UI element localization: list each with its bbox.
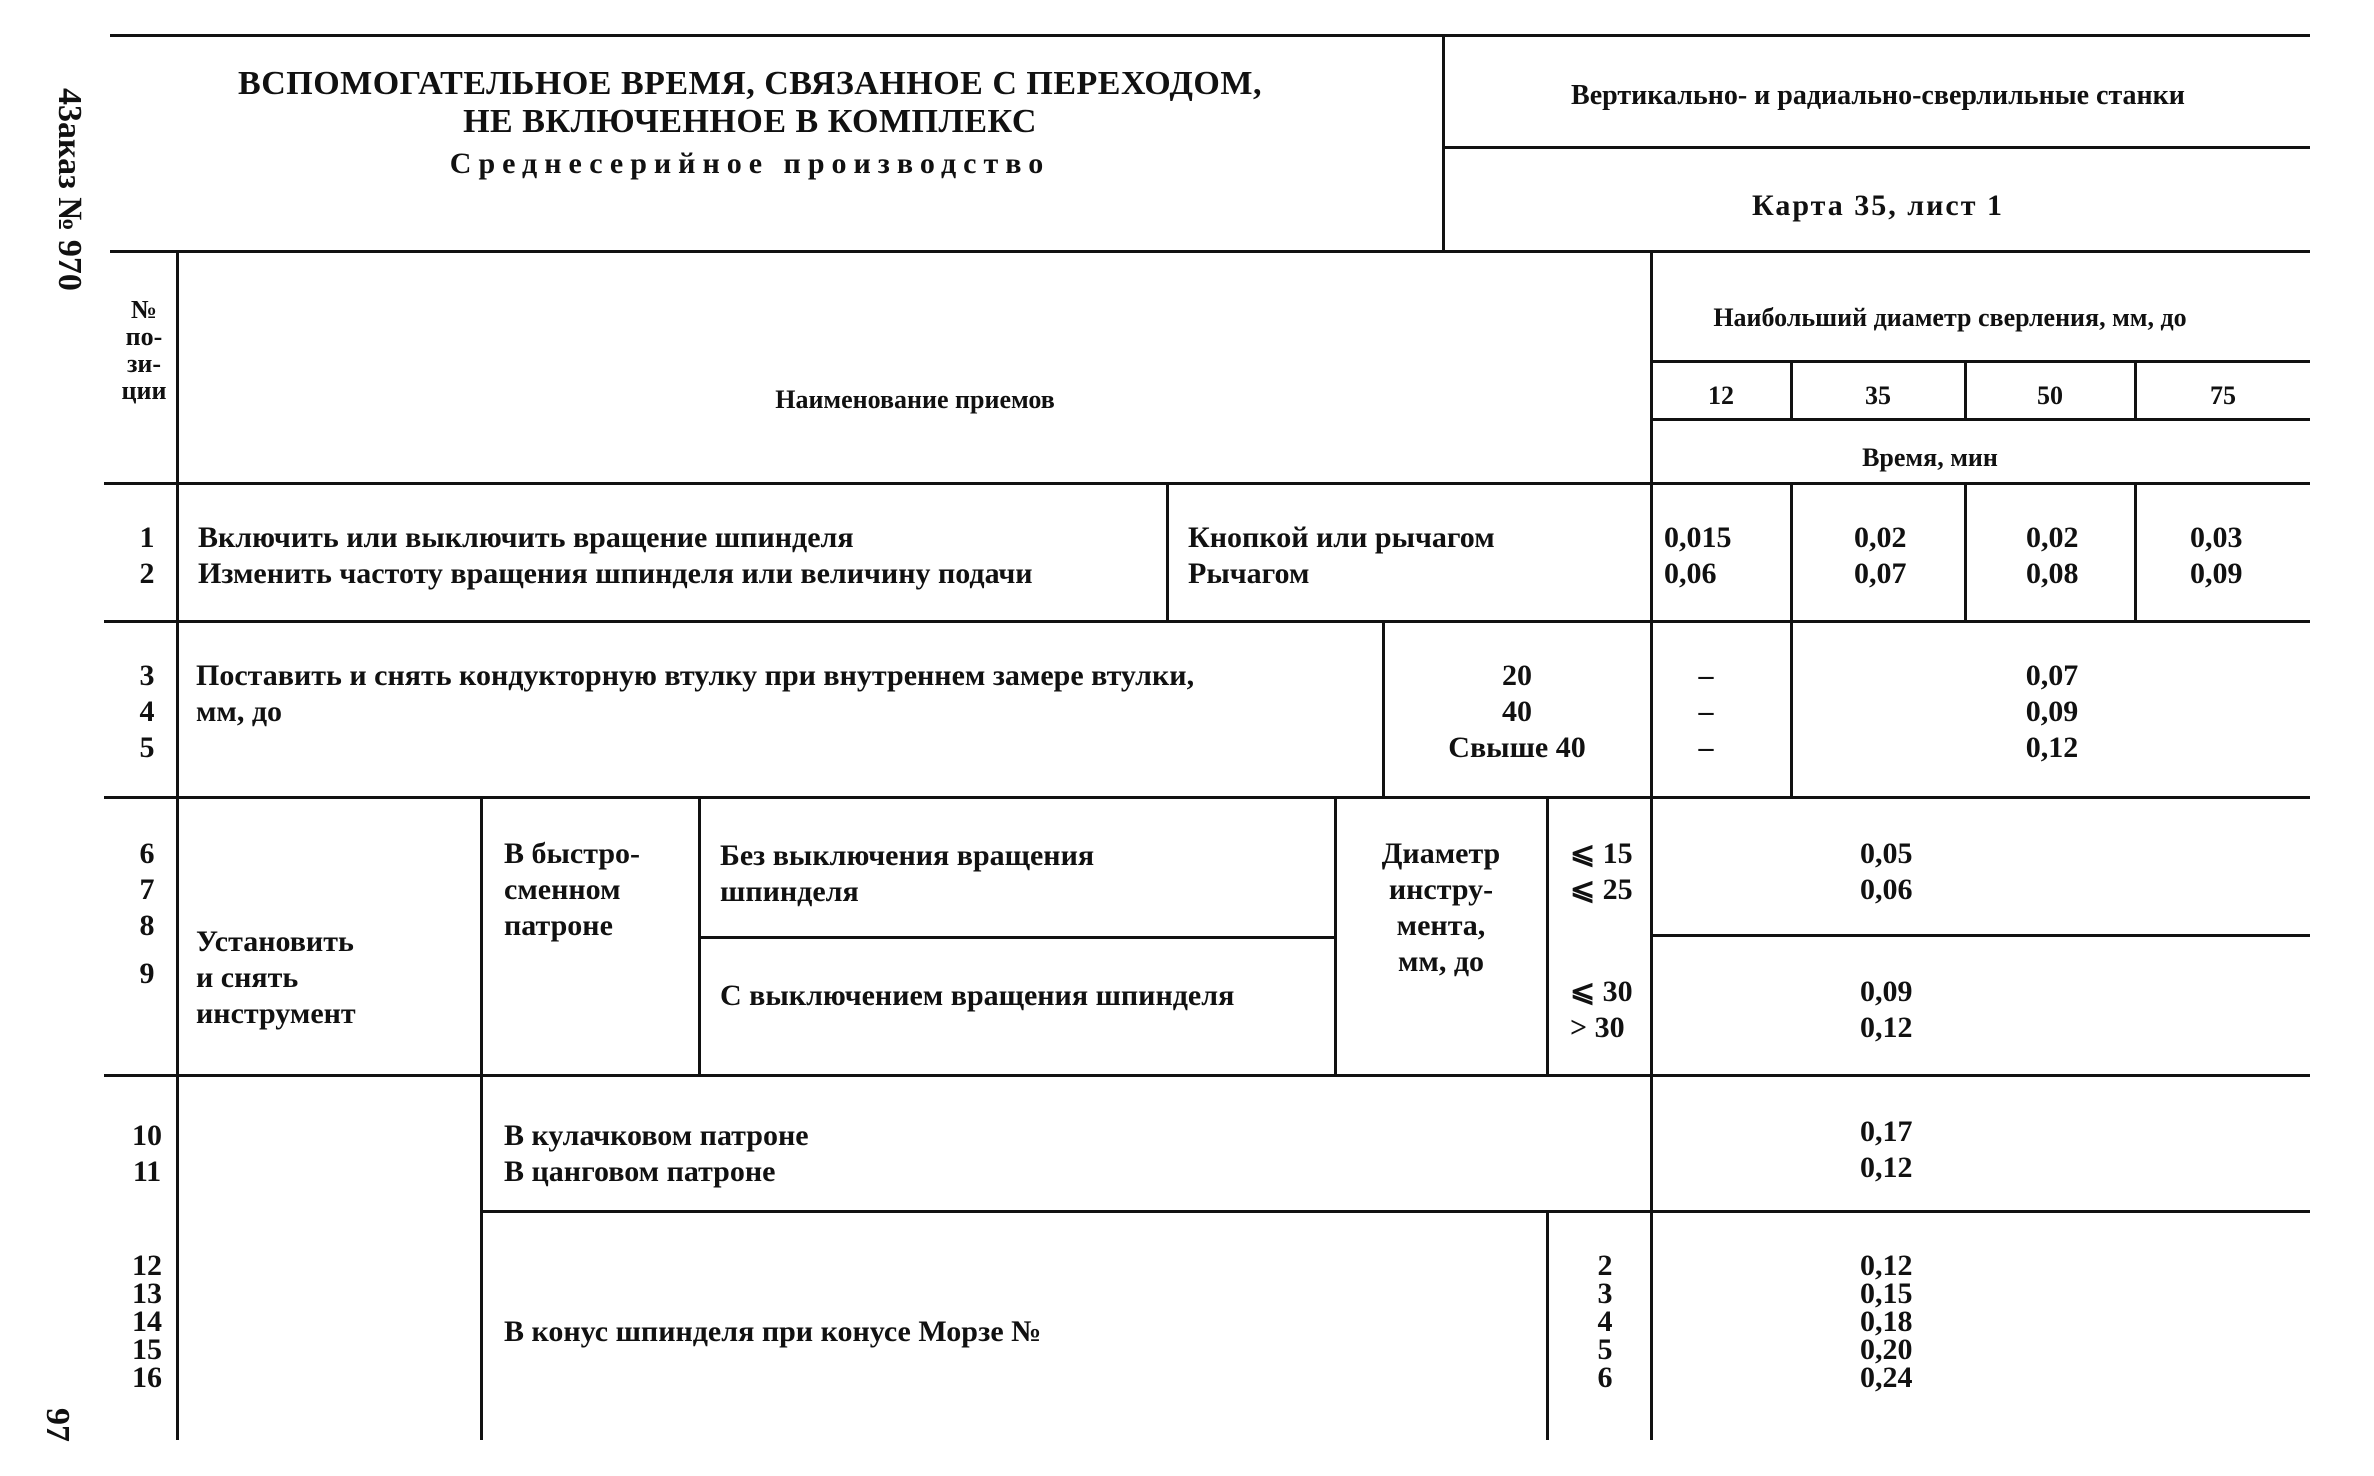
position-col-header: № по- зи- ции xyxy=(121,295,167,405)
s3-conditions-a: ⩽ 15 ⩽ 25 xyxy=(1570,837,1633,906)
s3-mode-div xyxy=(1334,796,1337,1076)
s3-times-a: 0,05 0,06 xyxy=(1860,837,1913,906)
s5-times: 0,12 0,15 0,18 0,20 0,24 xyxy=(1860,1249,1913,1394)
diam-rule-bottom xyxy=(1650,418,2310,421)
operations-col-header: Наименование приемов xyxy=(775,385,1055,414)
title-line-1: ВСПОМОГАТЕЛЬНОЕ ВРЕМЯ, СВЯЗАННОЕ С ПЕРЕХОДОМ, xyxy=(238,65,1262,102)
sep-s4 xyxy=(480,1210,2310,1213)
diameter-75: 75 xyxy=(2210,381,2236,410)
diameter-35: 35 xyxy=(1865,381,1891,410)
sep-s1 xyxy=(104,620,2310,623)
diameter-12: 12 xyxy=(1708,381,1734,410)
s1-operations: Включить или выключить вращение шпинделя Изменить частоту вращения шпинделя или величину подачи xyxy=(198,521,1033,590)
diam-rule-top xyxy=(1650,360,2310,363)
top-rule xyxy=(110,34,2310,37)
time-unit-header: Время, мин xyxy=(1862,443,1998,472)
order-label: 43аказ № 970 xyxy=(51,88,88,291)
s1-positions: 1 2 xyxy=(139,521,155,590)
sep-s3 xyxy=(104,1074,2310,1077)
s1-col-div-3 xyxy=(2134,482,2137,622)
install-remove-label: Установить и снять инструмент xyxy=(196,925,356,1030)
s3-mode-rule xyxy=(698,936,1334,939)
quick-change-chuck-label: В быстро- сменном патроне xyxy=(504,837,641,942)
s4-times: 0,17 0,12 xyxy=(1860,1115,1913,1184)
s3-conditions-b: ⩽ 30 > 30 xyxy=(1570,975,1633,1044)
max-diameter-header: Наибольший диаметр сверления, мм, до xyxy=(1713,303,2187,332)
s5-morse-div xyxy=(1546,1210,1549,1440)
s1-methods: Кнопкой или рычагом Рычагом xyxy=(1188,521,1495,590)
s1-col-div-2 xyxy=(1964,482,1967,622)
sep-s2 xyxy=(104,796,2310,799)
title-line-2: НЕ ВКЛЮЧЕННОЕ В КОМПЛЕКС xyxy=(463,103,1037,140)
header-bottom-rule xyxy=(110,250,2310,253)
s2-time-12: – – – xyxy=(1698,659,1714,764)
morse-taper-label: В конус шпинделя при конусе Морзе № xyxy=(504,1315,1042,1348)
sep-header xyxy=(104,482,2310,485)
morse-numbers: 2 3 4 5 6 xyxy=(1597,1249,1613,1394)
card-label: Карта 35, лист 1 xyxy=(1752,189,2004,222)
s3-times-b: 0,09 0,12 xyxy=(1860,975,1913,1044)
s2-size-div xyxy=(1382,620,1385,798)
s1-time-50: 0,02 0,08 xyxy=(2026,521,2079,590)
header-mid-rule xyxy=(1442,146,2310,149)
no-spindle-stop-label: Без выключения вращения шпинделя xyxy=(720,839,1095,908)
s2-operation: Поставить и снять кондукторную втулку при внутреннем замере втулки, мм, до xyxy=(196,659,1195,728)
s3-diam-div xyxy=(1546,796,1549,1076)
s2-positions: 3 4 5 xyxy=(139,659,155,764)
page-number: 97 xyxy=(39,1408,76,1442)
s1-col-div-1 xyxy=(1790,482,1793,622)
s1-time-12: 0,015 0,06 xyxy=(1664,521,1732,590)
s3-group-div xyxy=(480,796,483,1440)
subtitle: Среднесерийное производство xyxy=(449,147,1051,180)
s3-positions-a: 6 7 8 xyxy=(139,837,155,942)
s2-times: 0,07 0,09 0,12 xyxy=(2025,659,2079,764)
s1-time-35: 0,02 0,07 xyxy=(1854,521,1907,590)
tool-diameter-label: Диаметр инстру- мента, мм, до xyxy=(1381,837,1501,978)
data-divider xyxy=(1650,250,1653,1440)
s3-positions-b: 9 xyxy=(139,957,155,990)
with-spindle-stop-label: С выключением вращения шпинделя xyxy=(720,979,1235,1012)
header-divider xyxy=(1442,34,1445,252)
diameter-50: 50 xyxy=(2037,381,2063,410)
s1-time-75: 0,03 0,09 xyxy=(2190,521,2243,590)
s4-operations: В кулачковом патроне В цанговом патроне xyxy=(504,1119,809,1188)
s4-positions: 10 11 xyxy=(132,1119,162,1188)
machine-type: Вертикально- и радиально-сверлильные станки xyxy=(1571,80,2185,111)
left-border xyxy=(176,250,179,1440)
s1-method-div xyxy=(1166,482,1169,622)
s5-positions: 12 13 14 15 16 xyxy=(132,1249,162,1394)
s2-sizes: 20 40 Свыше 40 xyxy=(1448,659,1586,764)
s3-time-rule xyxy=(1650,934,2310,937)
